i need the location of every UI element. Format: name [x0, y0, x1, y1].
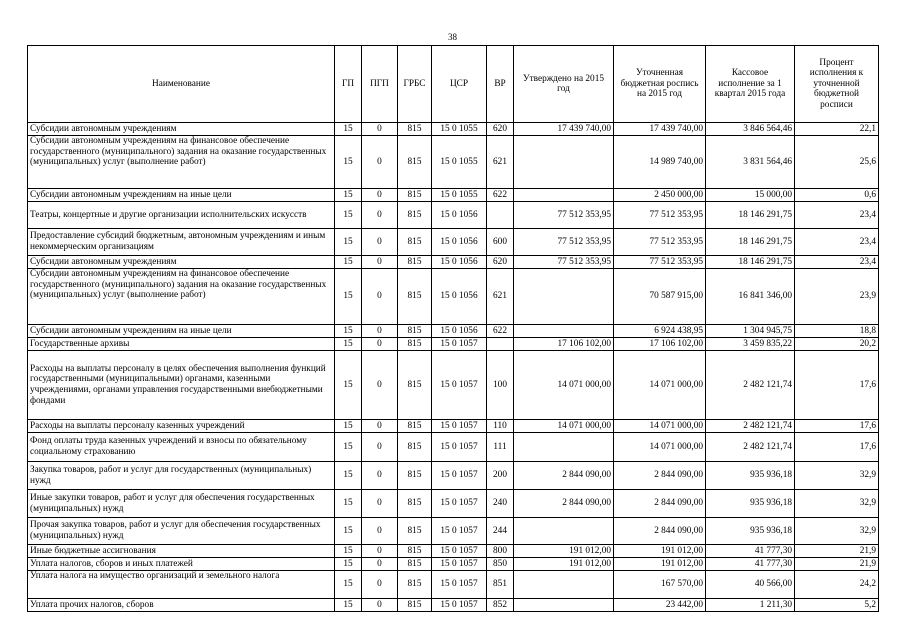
cell-vr: 244 [487, 518, 514, 545]
cell-approved: 77 512 353,95 [514, 229, 614, 256]
cell-percent: 24,2 [795, 571, 879, 599]
cell-pgp: 0 [362, 571, 398, 599]
cell-cash: 1 211,30 [706, 599, 795, 612]
cell-csr: 15 0 1056 [432, 229, 487, 256]
table-row [28, 229, 879, 256]
cell-vr: 850 [487, 558, 514, 571]
cell-approved: 77 512 353,95 [514, 256, 614, 269]
cell-grbs: 815 [398, 433, 432, 462]
cell-vr: 621 [487, 136, 514, 189]
header-name: Наименование [28, 46, 335, 123]
cell-gp: 15 [335, 351, 362, 420]
cell-gp: 15 [335, 229, 362, 256]
cell-vr: 851 [487, 571, 514, 599]
cell-vr: 100 [487, 351, 514, 420]
cell-cash: 935 936,18 [706, 518, 795, 545]
cell-refined: 191 012,00 [614, 545, 706, 558]
cell-vr: 200 [487, 462, 514, 490]
header-percent: Процент исполнения к уточненной бюджетной росписи [795, 46, 879, 123]
cell-refined: 77 512 353,95 [614, 229, 706, 256]
cell-percent: 23,9 [795, 269, 879, 325]
cell-cash: 3 831 564,46 [706, 136, 795, 189]
cell-grbs: 815 [398, 571, 432, 599]
cell-csr: 15 0 1057 [432, 545, 487, 558]
cell-pgp: 0 [362, 136, 398, 189]
cell-cash: 18 146 291,75 [706, 256, 795, 269]
cell-percent: 20,2 [795, 338, 879, 351]
cell-grbs: 815 [398, 558, 432, 571]
cell-csr: 15 0 1055 [432, 189, 487, 202]
header-approved: Утверждено на 2015 год [514, 46, 614, 123]
cell-approved: 17 439 740,00 [514, 123, 614, 136]
cell-percent: 18,8 [795, 325, 879, 338]
table-row [28, 269, 879, 325]
cell-vr [487, 338, 514, 351]
cell-refined: 70 587 915,00 [614, 269, 706, 325]
cell-percent: 17,6 [795, 351, 879, 420]
cell-pgp: 0 [362, 433, 398, 462]
cell-cash: 3 459 835,22 [706, 338, 795, 351]
table-row [28, 545, 879, 558]
cell-pgp: 0 [362, 518, 398, 545]
cell-refined: 6 924 438,95 [614, 325, 706, 338]
cell-name: Субсидии автономным учреждениям [28, 256, 335, 269]
table-row [28, 189, 879, 202]
cell-gp: 15 [335, 518, 362, 545]
cell-approved [514, 571, 614, 599]
cell-refined: 23 442,00 [614, 599, 706, 612]
cell-pgp: 0 [362, 462, 398, 490]
cell-gp: 15 [335, 123, 362, 136]
cell-csr: 15 0 1057 [432, 490, 487, 518]
cell-grbs: 815 [398, 351, 432, 420]
cell-refined: 191 012,00 [614, 558, 706, 571]
cell-grbs: 815 [398, 462, 432, 490]
cell-name: Уплата прочих налогов, сборов [28, 599, 335, 612]
cell-name: Иные закупки товаров, работ и услуг для обеспечения государственных (муниципальных) нужд [28, 490, 335, 518]
cell-grbs: 815 [398, 229, 432, 256]
cell-vr: 621 [487, 269, 514, 325]
table-row [28, 136, 879, 189]
cell-approved: 191 012,00 [514, 545, 614, 558]
cell-approved: 14 071 000,00 [514, 351, 614, 420]
cell-approved: 17 106 102,00 [514, 338, 614, 351]
cell-cash: 18 146 291,75 [706, 229, 795, 256]
cell-name: Уплата налогов, сборов и иных платежей [28, 558, 335, 571]
cell-grbs: 815 [398, 256, 432, 269]
header-gp: ГП [335, 46, 362, 123]
cell-cash: 41 777,30 [706, 545, 795, 558]
table-row [28, 123, 879, 136]
cell-approved: 2 844 090,00 [514, 462, 614, 490]
cell-name: Субсидии автономным учреждениям на финансовое обеспечение государственного (муниципального) задания на оказание государственных (муниципальных) услуг (выполнение работ) [28, 269, 335, 325]
cell-name: Субсидии автономным учреждениям на иные цели [28, 189, 335, 202]
table-row [28, 256, 879, 269]
cell-name: Государственные архивы [28, 338, 335, 351]
header-csr: ЦСР [432, 46, 487, 123]
cell-grbs: 815 [398, 269, 432, 325]
cell-approved [514, 518, 614, 545]
cell-refined: 17 439 740,00 [614, 123, 706, 136]
cell-name: Иные бюджетные ассигнования [28, 545, 335, 558]
cell-gp: 15 [335, 558, 362, 571]
cell-name: Расходы на выплаты персоналу в целях обеспечения выполнения функций государственными (муниципальными) органами, казенными учреждениями, органами управления государственными внебюджетными фондами [28, 351, 335, 420]
cell-csr: 15 0 1057 [432, 571, 487, 599]
cell-grbs: 815 [398, 189, 432, 202]
cell-vr: 622 [487, 325, 514, 338]
cell-cash: 2 482 121,74 [706, 351, 795, 420]
cell-refined: 14 071 000,00 [614, 351, 706, 420]
cell-approved: 14 071 000,00 [514, 420, 614, 433]
cell-gp: 15 [335, 269, 362, 325]
cell-gp: 15 [335, 420, 362, 433]
cell-percent: 5,2 [795, 599, 879, 612]
cell-name: Предоставление субсидий бюджетным, автономным учреждениям и иным некоммерческим организациям [28, 229, 335, 256]
cell-name: Расходы на выплаты персоналу казенных учреждений [28, 420, 335, 433]
table-row [28, 325, 879, 338]
cell-vr: 240 [487, 490, 514, 518]
cell-vr: 622 [487, 189, 514, 202]
cell-pgp: 0 [362, 545, 398, 558]
cell-approved: 191 012,00 [514, 558, 614, 571]
header-vr: ВР [487, 46, 514, 123]
table-row [28, 338, 879, 351]
table-row [28, 462, 879, 490]
cell-name: Субсидии автономным учреждениям на иные цели [28, 325, 335, 338]
cell-refined: 2 844 090,00 [614, 518, 706, 545]
cell-pgp: 0 [362, 202, 398, 229]
table-row [28, 558, 879, 571]
cell-percent: 17,6 [795, 433, 879, 462]
header-cash: Кассовое исполнение за 1 квартал 2015 года [706, 46, 795, 123]
cell-csr: 15 0 1057 [432, 338, 487, 351]
cell-grbs: 815 [398, 599, 432, 612]
cell-pgp: 0 [362, 123, 398, 136]
cell-csr: 15 0 1057 [432, 420, 487, 433]
cell-grbs: 815 [398, 136, 432, 189]
cell-pgp: 0 [362, 229, 398, 256]
header-row [28, 46, 879, 123]
table-row [28, 518, 879, 545]
cell-grbs: 815 [398, 518, 432, 545]
cell-percent: 23,4 [795, 256, 879, 269]
cell-percent: 25,6 [795, 136, 879, 189]
cell-refined: 2 844 090,00 [614, 462, 706, 490]
header-grbs: ГРБС [398, 46, 432, 123]
cell-gp: 15 [335, 599, 362, 612]
cell-gp: 15 [335, 189, 362, 202]
cell-name: Субсидии автономным учреждениям [28, 123, 335, 136]
cell-csr: 15 0 1057 [432, 599, 487, 612]
cell-gp: 15 [335, 325, 362, 338]
cell-csr: 15 0 1055 [432, 136, 487, 189]
cell-cash: 18 146 291,75 [706, 202, 795, 229]
cell-refined: 17 106 102,00 [614, 338, 706, 351]
cell-refined: 77 512 353,95 [614, 202, 706, 229]
cell-refined: 14 071 000,00 [614, 433, 706, 462]
cell-vr: 620 [487, 123, 514, 136]
cell-refined: 77 512 353,95 [614, 256, 706, 269]
cell-cash: 41 777,30 [706, 558, 795, 571]
cell-percent: 0,6 [795, 189, 879, 202]
cell-csr: 15 0 1056 [432, 269, 487, 325]
cell-cash: 15 000,00 [706, 189, 795, 202]
cell-pgp: 0 [362, 558, 398, 571]
cell-grbs: 815 [398, 123, 432, 136]
cell-gp: 15 [335, 338, 362, 351]
table-row [28, 433, 879, 462]
cell-percent: 32,9 [795, 462, 879, 490]
cell-refined: 2 844 090,00 [614, 490, 706, 518]
cell-pgp: 0 [362, 338, 398, 351]
cell-gp: 15 [335, 545, 362, 558]
cell-gp: 15 [335, 136, 362, 189]
cell-csr: 15 0 1057 [432, 518, 487, 545]
budget-execution-table [27, 45, 879, 612]
cell-percent: 21,9 [795, 558, 879, 571]
cell-name: Закупка товаров, работ и услуг для государственных (муниципальных) нужд [28, 462, 335, 490]
cell-csr: 15 0 1057 [432, 558, 487, 571]
page-number: 38 [448, 32, 457, 42]
cell-refined: 167 570,00 [614, 571, 706, 599]
cell-name: Театры, концертные и другие организации исполнительских искусств [28, 202, 335, 229]
cell-cash: 2 482 121,74 [706, 420, 795, 433]
table-row [28, 599, 879, 612]
cell-pgp: 0 [362, 599, 398, 612]
cell-gp: 15 [335, 462, 362, 490]
cell-refined: 14 071 000,00 [614, 420, 706, 433]
cell-csr: 15 0 1055 [432, 123, 487, 136]
cell-vr [487, 202, 514, 229]
cell-gp: 15 [335, 433, 362, 462]
cell-name: Субсидии автономным учреждениям на финансовое обеспечение государственного (муниципального) задания на оказание государственных (муниципальных) услуг (выполнение работ) [28, 136, 335, 189]
cell-approved [514, 189, 614, 202]
cell-refined: 14 989 740,00 [614, 136, 706, 189]
cell-approved [514, 269, 614, 325]
cell-approved [514, 136, 614, 189]
cell-approved [514, 325, 614, 338]
cell-cash: 935 936,18 [706, 490, 795, 518]
cell-percent: 32,9 [795, 490, 879, 518]
cell-approved: 2 844 090,00 [514, 490, 614, 518]
cell-csr: 15 0 1056 [432, 202, 487, 229]
cell-csr: 15 0 1057 [432, 462, 487, 490]
cell-vr: 800 [487, 545, 514, 558]
cell-cash: 3 846 564,46 [706, 123, 795, 136]
cell-csr: 15 0 1056 [432, 256, 487, 269]
cell-pgp: 0 [362, 420, 398, 433]
cell-grbs: 815 [398, 338, 432, 351]
cell-pgp: 0 [362, 256, 398, 269]
cell-grbs: 815 [398, 545, 432, 558]
cell-cash: 40 566,00 [706, 571, 795, 599]
table-row [28, 490, 879, 518]
cell-pgp: 0 [362, 189, 398, 202]
cell-vr: 110 [487, 420, 514, 433]
cell-cash: 1 304 945,75 [706, 325, 795, 338]
cell-name: Фонд оплаты труда казенных учреждений и взносы по обязательному социальному страхованию [28, 433, 335, 462]
cell-gp: 15 [335, 490, 362, 518]
cell-refined: 2 450 000,00 [614, 189, 706, 202]
cell-percent: 23,4 [795, 229, 879, 256]
cell-percent: 32,9 [795, 518, 879, 545]
cell-approved [514, 433, 614, 462]
cell-vr: 600 [487, 229, 514, 256]
cell-grbs: 815 [398, 490, 432, 518]
cell-gp: 15 [335, 256, 362, 269]
cell-cash: 935 936,18 [706, 462, 795, 490]
cell-grbs: 815 [398, 202, 432, 229]
table-row [28, 420, 879, 433]
cell-gp: 15 [335, 202, 362, 229]
cell-csr: 15 0 1057 [432, 351, 487, 420]
cell-approved [514, 599, 614, 612]
cell-vr: 620 [487, 256, 514, 269]
cell-pgp: 0 [362, 325, 398, 338]
table-row [28, 571, 879, 599]
cell-vr: 852 [487, 599, 514, 612]
cell-percent: 21,9 [795, 545, 879, 558]
cell-percent: 22,1 [795, 123, 879, 136]
cell-pgp: 0 [362, 269, 398, 325]
cell-approved: 77 512 353,95 [514, 202, 614, 229]
cell-pgp: 0 [362, 351, 398, 420]
table-row [28, 351, 879, 420]
cell-csr: 15 0 1057 [432, 433, 487, 462]
cell-cash: 16 841 346,00 [706, 269, 795, 325]
cell-vr: 111 [487, 433, 514, 462]
cell-grbs: 815 [398, 325, 432, 338]
cell-name: Уплата налога на имущество организаций и земельного налога [28, 571, 335, 599]
cell-percent: 17,6 [795, 420, 879, 433]
cell-name: Прочая закупка товаров, работ и услуг для обеспечения государственных (муниципальных) нужд [28, 518, 335, 545]
cell-cash: 2 482 121,74 [706, 433, 795, 462]
header-refined: Уточненная бюджетная роспись на 2015 год [614, 46, 706, 123]
header-pgp: ПГП [362, 46, 398, 123]
table-row [28, 202, 879, 229]
cell-csr: 15 0 1056 [432, 325, 487, 338]
cell-gp: 15 [335, 571, 362, 599]
cell-pgp: 0 [362, 490, 398, 518]
cell-percent: 23,4 [795, 202, 879, 229]
cell-grbs: 815 [398, 420, 432, 433]
